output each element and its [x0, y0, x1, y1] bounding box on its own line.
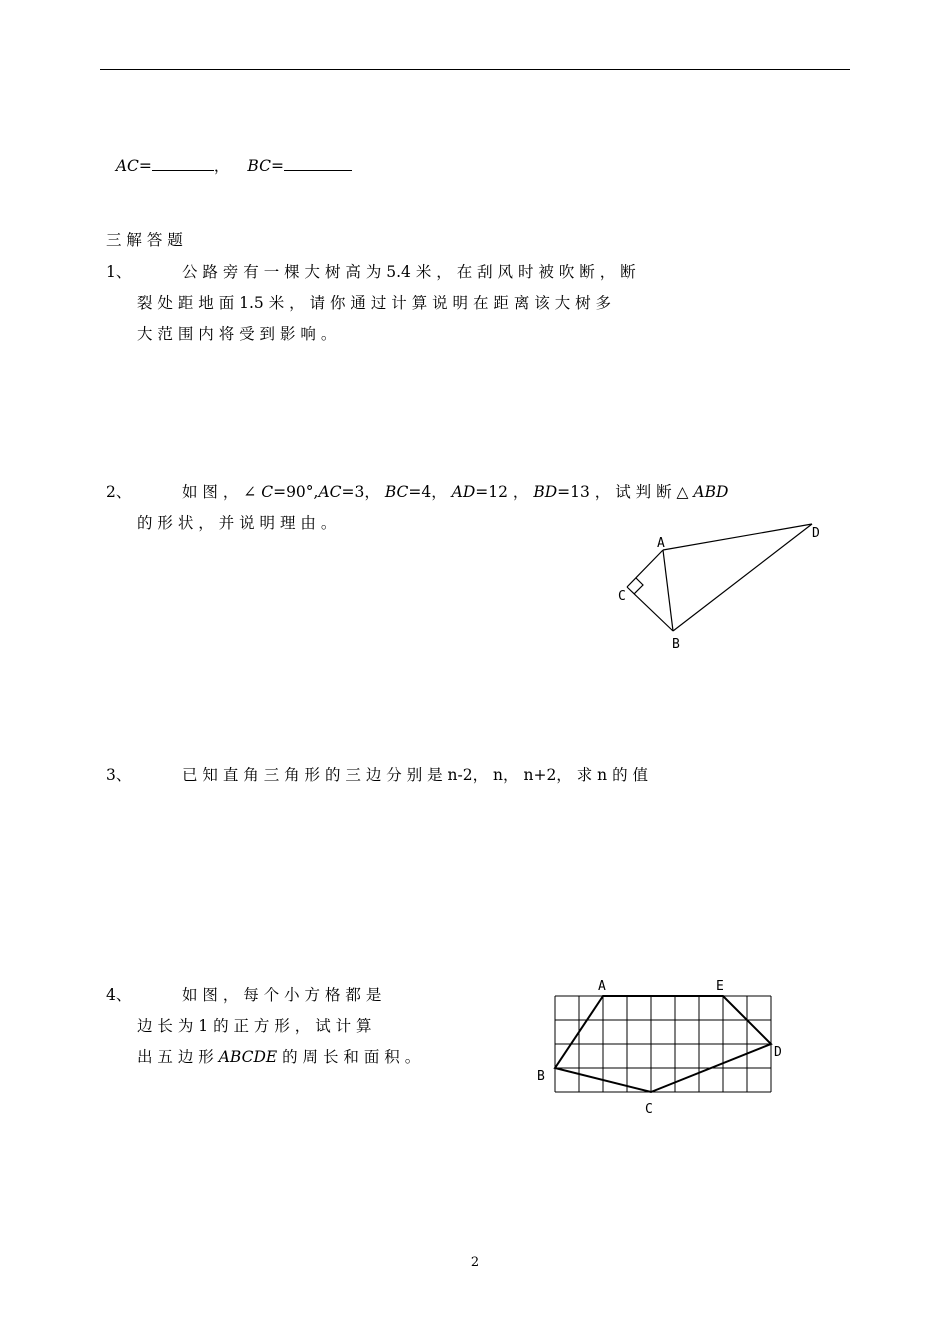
q1-line1: 公 路 旁 有 一 棵 大 树 高 为 5.4 米 ， 在 刮 风 时 被 吹 断 ， 断 [182, 263, 636, 281]
bc-blank[interactable] [284, 156, 352, 171]
header-rule [100, 69, 850, 70]
label-b: B [672, 637, 680, 652]
q3-text: 已 知 直 角 三 角 形 的 三 边 分 别 是 n-2， n， n+2， 求 n 的 值 [182, 766, 648, 784]
label-e: E [716, 979, 724, 994]
q2-number: 2、 [106, 483, 132, 501]
section-title: 三 解 答 题 [106, 231, 183, 249]
q4-line1: 如 图 ， 每 个 小 方 格 都 是 [182, 986, 382, 1004]
q4-line2: 边 长 为 1 的 正 方 形 ， 试 计 算 [137, 1017, 372, 1035]
segment-ab [663, 550, 673, 631]
q1-line3: 大 范 围 内 将 受 到 影 响 。 [137, 325, 337, 343]
label-d: D [774, 1045, 782, 1060]
page-number: 2 [470, 1255, 480, 1270]
ac-blank[interactable] [152, 156, 214, 171]
segment-ad [663, 524, 812, 550]
ac-label: AC= [115, 157, 152, 175]
fill-blank-line [106, 136, 352, 176]
q4-grid-figure [530, 970, 790, 1120]
label-c: C [645, 1102, 653, 1117]
segment-bd [673, 524, 812, 631]
label-c: C [618, 589, 626, 604]
segment-ac [627, 550, 663, 587]
q3-number: 3、 [106, 766, 132, 784]
bc-label: BC= [247, 157, 284, 175]
label-a: A [657, 536, 665, 551]
q1-number: 1、 [106, 263, 132, 281]
separator: ， [213, 157, 230, 175]
label-b: B [537, 1069, 545, 1084]
label-d: D [812, 526, 820, 541]
label-a: A [598, 979, 606, 994]
q2-line1: 如 图 ， ∠ C=90°,AC=3， BC=4， AD=12 ， BD=13 ， 试 判 断 △ ABD [182, 483, 729, 501]
q4-number: 4、 [106, 986, 132, 1004]
right-angle-mark [634, 578, 643, 594]
q2-figure [610, 515, 840, 655]
q2-line2: 的 形 状 ， 并 说 明 理 由 。 [137, 514, 337, 532]
q4-line3: 出 五 边 形 ABCDE 的 周 长 和 面 积 。 [137, 1048, 421, 1066]
q1-line2: 裂 处 距 地 面 1.5 米 ， 请 你 通 过 计 算 说 明 在 距 离 该 大 树 多 [137, 294, 612, 312]
